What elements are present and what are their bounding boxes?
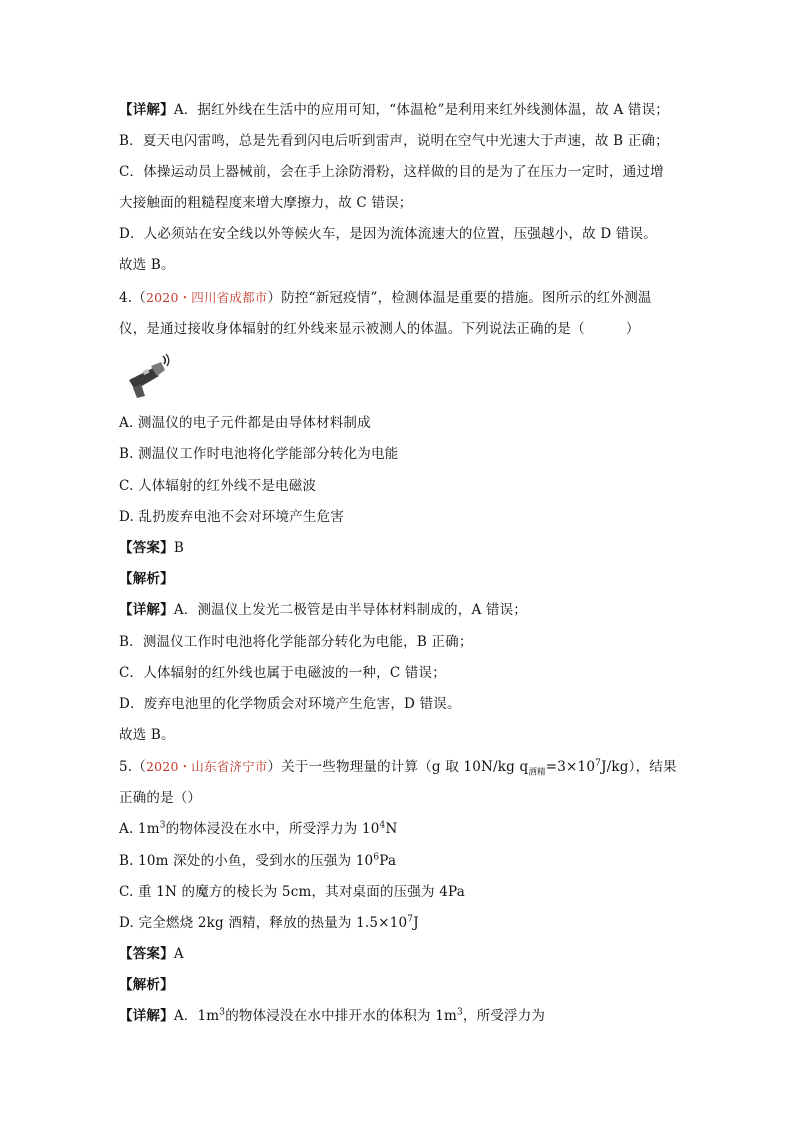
- q4-stem-line-2: 仪，是通过接收身体辐射的红外线来显示被测人的体温。下列说法正确的是（ ）: [119, 321, 640, 337]
- q5-option-a-part1: A. 1m: [119, 821, 160, 837]
- detail-line-a: [119, 100, 694, 120]
- q4-detail-b: B．测温仪工作时电池将化学能部分转化为电能，B 正确；: [119, 634, 473, 650]
- q4-detail-a-text: A．测温仪上发光二极管是由半导体材料制成的，A 错误；: [173, 602, 528, 618]
- q5-answer: [119, 944, 694, 964]
- q5-option-d-exp: 7: [407, 914, 414, 925]
- q5-option-d-part2: J: [413, 915, 419, 931]
- q4-analysis-tag: 【解析】: [119, 571, 174, 587]
- q4-option-b: B. 测温仪工作时电池将化学能部分转化为电能: [119, 446, 399, 462]
- detail-text: A．据红外线在生活中的应用可知，“体温枪”是利用来红外线测体温，故 A 错误；: [173, 102, 669, 118]
- q5-option-a-exp1: 3: [159, 820, 166, 831]
- q5-detail-a-exp2: 3: [456, 1007, 463, 1018]
- q4-number: 4.（: [119, 290, 146, 306]
- q5-option-a-part2: 的物体浸没在水中，所受浮力为 10: [165, 821, 380, 837]
- q4-stem-line-1: [119, 288, 694, 308]
- q5-option-a-exp2: 4: [379, 820, 386, 831]
- detail-line-c: C．体操运动员上器械前，会在手上涂防滑粉，这样做的目的是为了在压力一定时，通过增: [119, 164, 664, 180]
- q5-detail-a-part3: ，所受浮力为: [462, 1008, 546, 1024]
- q4-source: 2020・四川省成都市: [145, 290, 268, 305]
- q5-option-b-part2: Pa: [379, 853, 397, 869]
- q5-stem-subscript: 酒精: [528, 767, 546, 778]
- q5-answer-tag: 【答案】: [119, 946, 174, 962]
- q5-option-a-part3: N: [385, 821, 398, 837]
- q4-stem-text: ）防控“新冠疫情”，检测体温是重要的措施。图所示的红外测温: [267, 290, 652, 306]
- q5-option-b-part1: B. 10m 深处的小鱼，受到水的压强为 10: [119, 853, 374, 869]
- q4-option-c: C. 人体辐射的红外线不是电磁波: [119, 478, 317, 494]
- q5-option-a: [119, 819, 694, 839]
- q4-answer-tag: 【答案】: [119, 540, 174, 556]
- q4-option-a: A. 测温仪的电子元件都是由导体材料制成: [119, 415, 371, 431]
- q4-answer-value: B: [173, 540, 184, 556]
- q4-detail-c: C．人体辐射的红外线也属于电磁波的一种，C 错误；: [119, 665, 446, 681]
- detail-line-b: B．夏天电闪雷鸣，总是先看到闪电后听到雷声，说明在空气中光速大于声速，故 B 正确；: [119, 133, 669, 149]
- q5-option-d-part1: D. 完全燃烧 2kg 酒精，释放的热量为 1.5×10: [119, 915, 408, 931]
- q5-detail-a-exp1: 3: [219, 1007, 226, 1018]
- q5-answer-value: A: [173, 946, 184, 962]
- detail-line-d: D．人必须站在安全线以外等候火车，是因为流体流速大的位置，压强越小，故 D 错误。: [119, 226, 657, 242]
- q5-stem-value: =3×10: [545, 759, 596, 775]
- infrared-thermometer-icon: [123, 352, 171, 398]
- q5-option-b: [119, 851, 694, 871]
- q5-stem-text: ）关于一些物理量的计算（g 取 10N/kg q: [267, 759, 529, 775]
- q5-detail-a-part2: 的物体浸没在水中排开水的体积为 1m: [225, 1008, 457, 1024]
- q4-conclusion: 故选 B。: [119, 727, 175, 743]
- q5-analysis-tag: 【解析】: [119, 977, 174, 993]
- q5-detail-tag: 【详解】: [119, 1008, 174, 1024]
- q5-option-d: [119, 913, 694, 933]
- q4-detail-tag: 【详解】: [119, 602, 174, 618]
- q5-option-c: C. 重 1N 的魔方的棱长为 5cm，其对桌面的压强为 4Pa: [119, 884, 465, 900]
- q4-detail-d: D．废弃电池里的化学物质会对环境产生危害，D 错误。: [119, 696, 461, 712]
- q5-stem-exponent: 7: [595, 758, 602, 769]
- conclusion-line: 故选 B。: [119, 257, 175, 273]
- q5-detail-a-part1: A．1m: [173, 1008, 220, 1024]
- q5-source: 2020・山东省济宁市: [145, 759, 268, 774]
- q5-number: 5.（: [119, 759, 146, 775]
- detail-tag: 【详解】: [119, 102, 174, 118]
- q5-stem-line-2: 正确的是（）: [119, 790, 202, 806]
- q5-detail-a: [119, 1006, 694, 1026]
- q5-stem-line-1: [119, 757, 694, 777]
- detail-line-c-cont: 大接触面的粗糙程度来增大摩擦力，故 C 错误；: [119, 195, 413, 211]
- q5-stem-unit: J/kg），结果: [601, 759, 677, 775]
- q4-answer: [119, 538, 694, 558]
- q4-option-d: D. 乱扔废弃电池不会对环境产生危害: [119, 509, 345, 525]
- q4-detail-a: [119, 600, 694, 620]
- q5-option-b-exp: 6: [373, 852, 380, 863]
